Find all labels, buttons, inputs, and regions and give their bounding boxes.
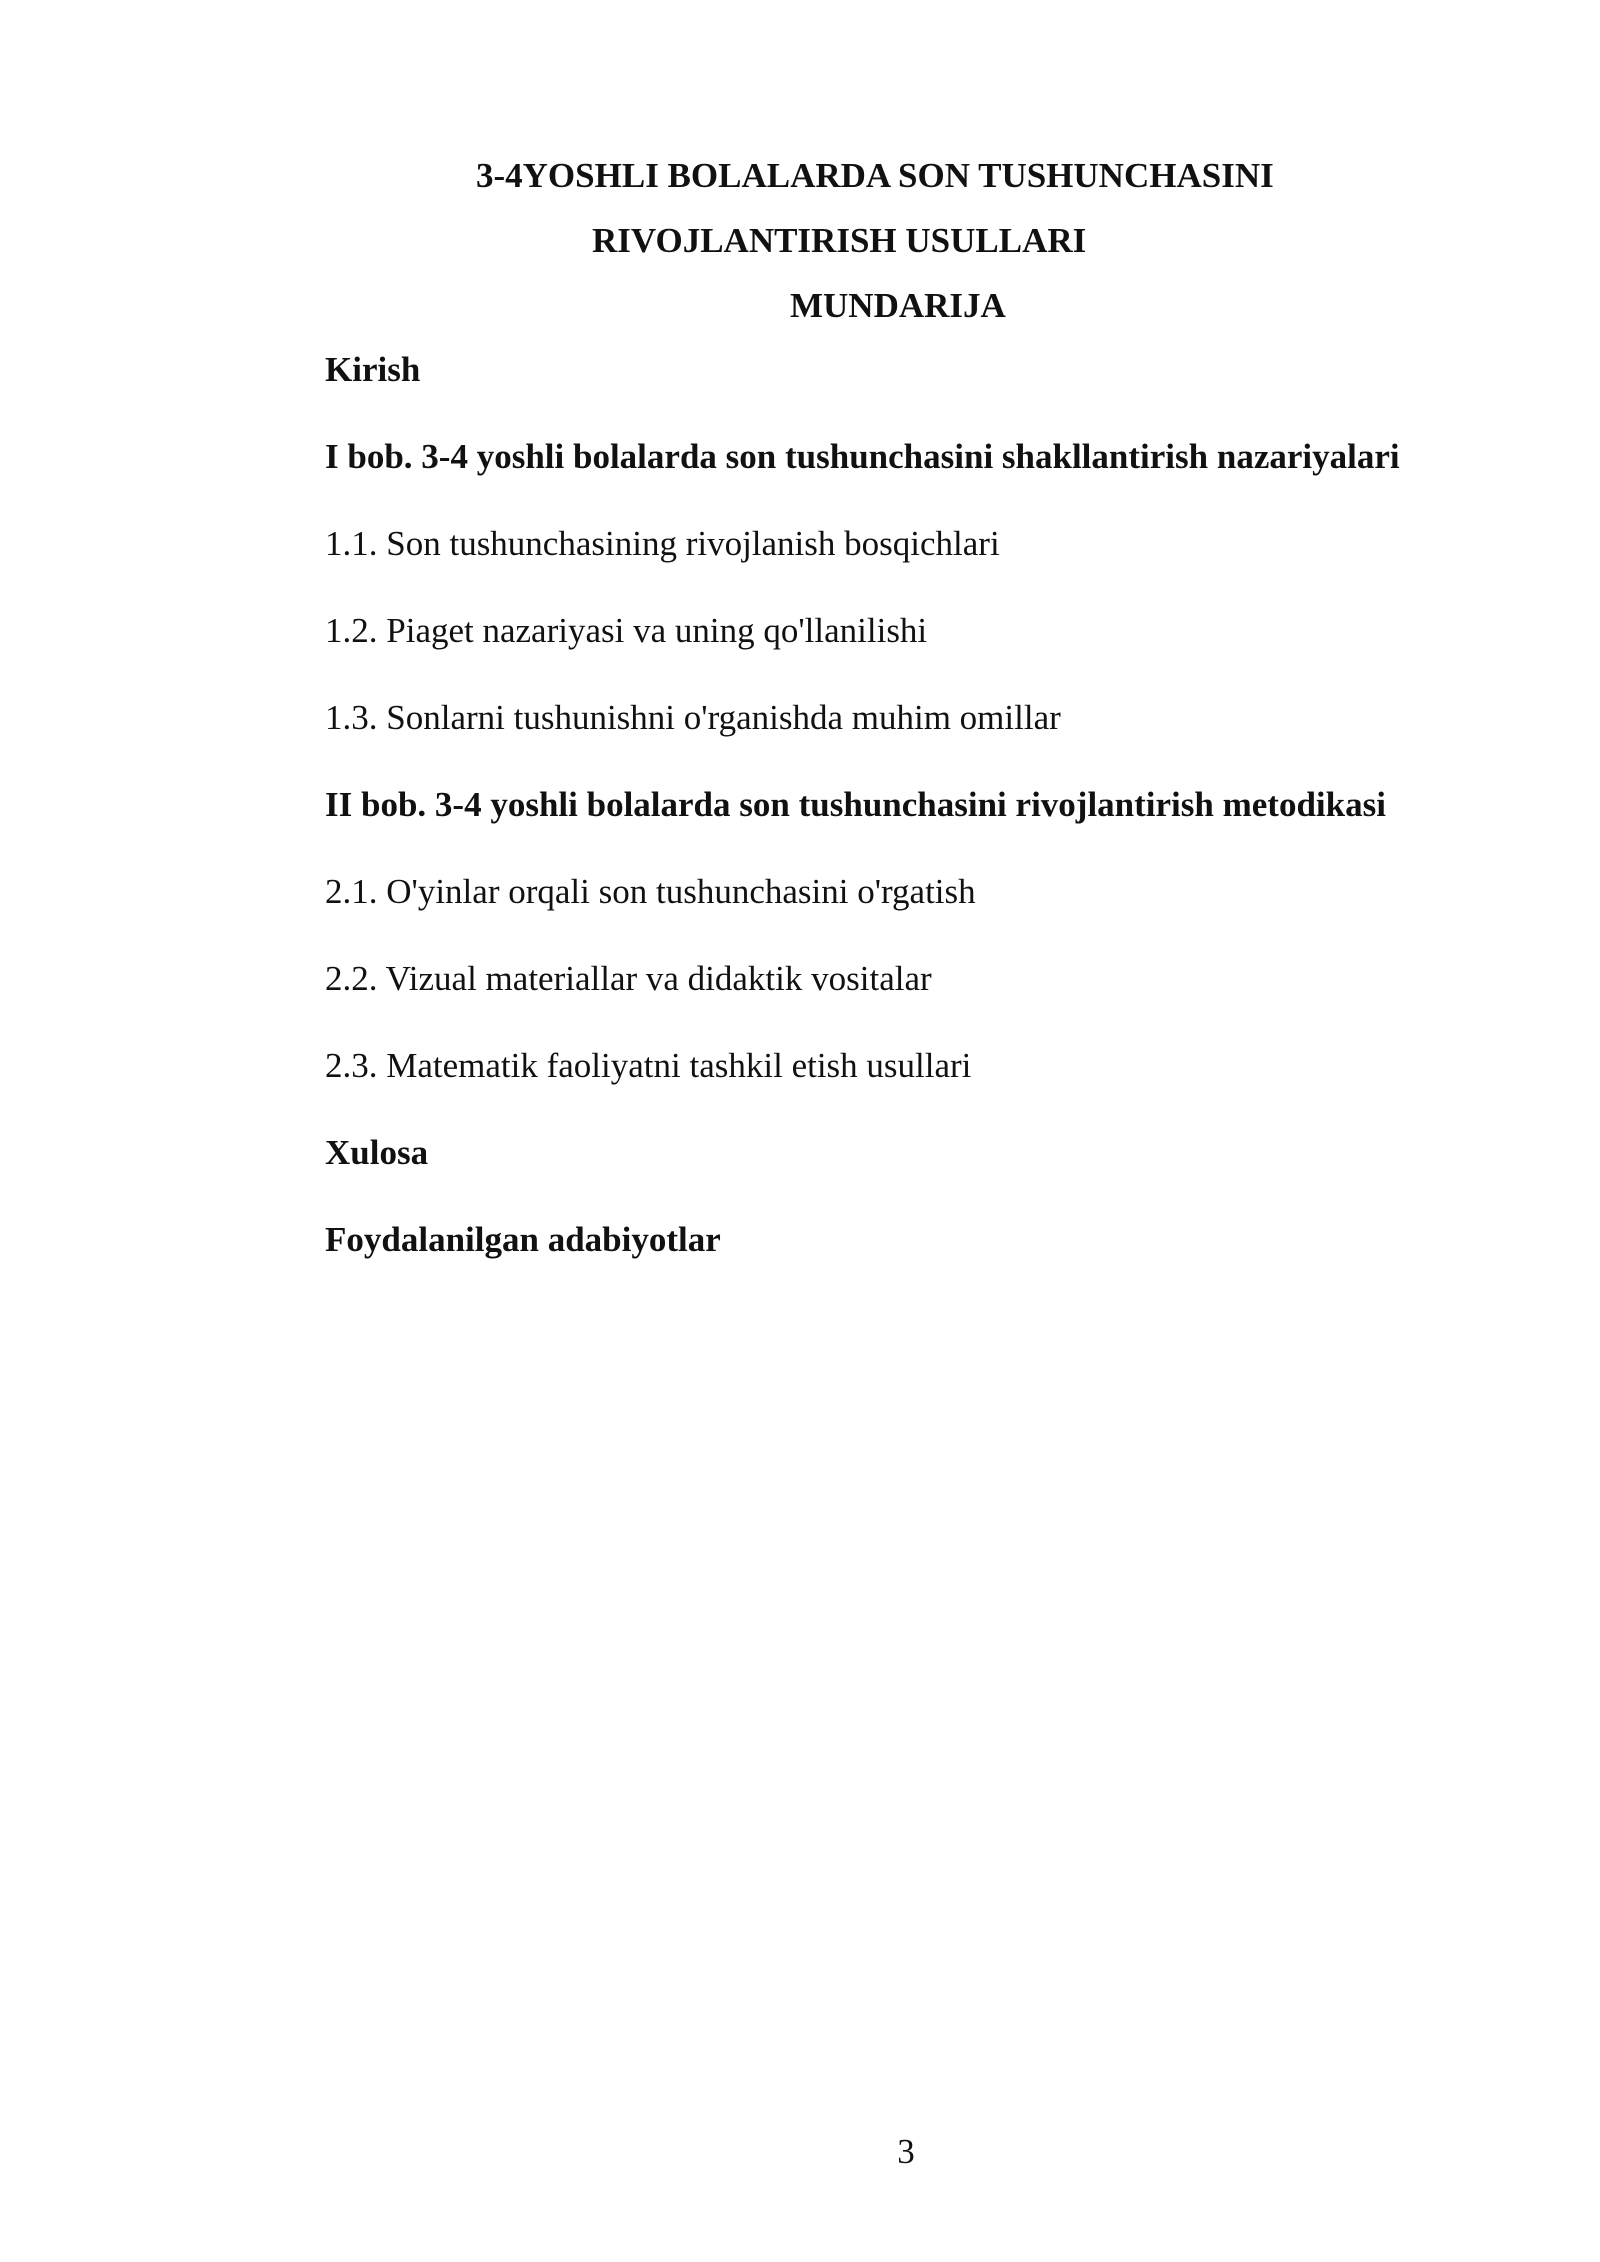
toc-entry-chapter-2: II bob. 3-4 yoshli bolalarda son tushunchasini rivojlantirish metodikasi <box>325 785 1386 824</box>
toc-entry-section-2-3: 2.3. Matematik faoliyatni tashkil etish usullari <box>325 1046 972 1085</box>
document-title-line-1: 3-4YOSHLI BOLALARDA SON TUSHUNCHASINI <box>476 156 1274 195</box>
toc-entry-introduction: Kirish <box>325 350 421 389</box>
document-title-line-2: RIVOJLANTIRISH USULLARI <box>592 221 1087 260</box>
contents-heading: MUNDARIJA <box>790 286 1006 325</box>
toc-entry-section-1-1: 1.1. Son tushunchasining rivojlanish bosqichlari <box>325 524 1000 563</box>
table-of-contents <box>325 352 1565 1309</box>
toc-entry-references: Foydalanilgan adabiyotlar <box>325 1220 721 1259</box>
toc-entry-section-1-3: 1.3. Sonlarni tushunishni o'rganishda muhim omillar <box>325 698 1061 737</box>
toc-entry-section-1-2: 1.2. Piaget nazariyasi va uning qo'llanilishi <box>325 611 928 650</box>
page-number: 3 <box>897 2132 915 2171</box>
toc-entry-conclusion: Xulosa <box>325 1133 429 1172</box>
toc-entry-section-2-2: 2.2. Vizual materiallar va didaktik vositalar <box>325 959 932 998</box>
toc-entry-section-2-1: 2.1. O'yinlar orqali son tushunchasini o'rgatish <box>325 872 976 911</box>
toc-entry-chapter-1: I bob. 3-4 yoshli bolalarda son tushunchasini shakllantirish nazariyalari <box>325 437 1400 476</box>
